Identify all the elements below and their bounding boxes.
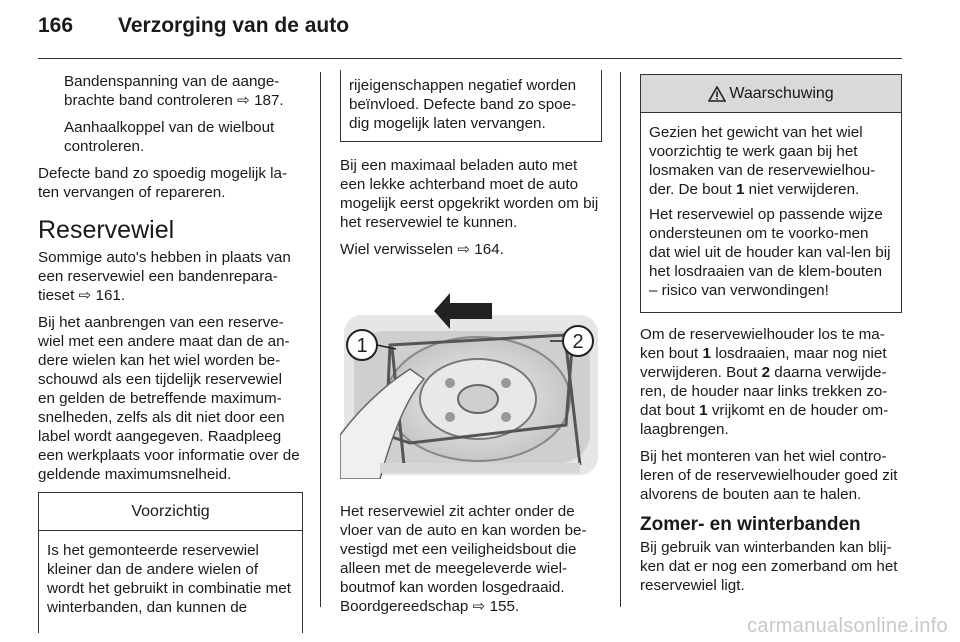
section-heading: Reservewiel <box>38 216 175 244</box>
warning-paragraph: Het reservewiel op passende wijze ondersteunen om te voorko-men dat wiel uit de houder kan val-len bij het losdraaien van de klem-bouten – risico van verwondingen! <box>649 206 891 299</box>
header-rule <box>38 58 902 59</box>
spare-wheel-illustration <box>340 275 602 479</box>
column-divider-2 <box>620 72 621 607</box>
ref-arrow-icon: ⇨ <box>457 241 471 258</box>
ref-arrow-icon: ⇨ <box>78 287 92 304</box>
warning-header <box>641 75 901 113</box>
paragraph: Om de reservewielhouder los te ma-ken bout 1 losdraaien, maar nog niet verwijderen. Bout 2 daarna verwijde-ren, de houder naar links trekken zo-dat bout 1 vrijkomt en de houder om-laagbrengen. <box>640 326 889 438</box>
caution-text: Is het gemonteerde reservewiel kleiner dan de andere wielen of wordt het gebruikt in combinatie met winterbanden, dan kunnen de <box>47 542 291 616</box>
page-number: 166 <box>38 14 74 37</box>
ref-arrow-icon: ⇨ <box>472 598 486 615</box>
ref-arrow-icon: ⇨ <box>237 92 250 109</box>
page-title: Verzorging van de auto <box>118 14 350 37</box>
list-item: Aanhaalkoppel van de wielbout controleren. <box>64 119 275 155</box>
warning-paragraph: Gezien het gewicht van het wiel voorzichtig te werk gaan bij het losmaken van de reservewielhou-der. De bout 1 niet verwijderen. <box>649 124 876 198</box>
section-heading: Zomer- en winterbanden <box>640 514 861 535</box>
warning-title: Waarschuwing <box>729 85 834 102</box>
page-ref-link[interactable]: 164. <box>474 241 504 258</box>
paragraph: Defecte band zo spoedig mogelijk la-ten vervangen of repareren. <box>38 165 288 201</box>
paragraph: Sommige auto's hebben in plaats van een reservewiel een bandenrepara-tieset ⇨ 161. <box>38 249 291 304</box>
column-2 <box>340 72 602 624</box>
paragraph: Bij een maximaal beladen auto met een lekke achterband moet de auto mogelijk eerst opgekrikt worden om bij het reservewiel te kunnen. <box>340 157 599 231</box>
warning-box <box>640 74 902 313</box>
paragraph: Wiel verwisselen ⇨ 164. <box>340 241 504 258</box>
caution-title: Voorzichtig <box>39 493 302 531</box>
paragraph: Bij gebruik van winterbanden kan blij-ken dat er nog een zomerband om het reservewiel ligt. <box>640 539 898 594</box>
warning-triangle-icon <box>708 86 726 102</box>
list-item: Bandenspanning van de aange-brachte band controleren ⇨ 187. <box>64 73 284 109</box>
caution-box-continued: rijeigenschappen negatief worden beïnvloed. Defecte band zo spoe-dig mogelijk laten vervangen. <box>340 70 602 142</box>
page-ref-link[interactable]: 187. <box>254 92 284 109</box>
column-divider-1 <box>320 72 321 607</box>
warning-body <box>641 113 901 312</box>
figure-label-2: 2 <box>572 331 584 353</box>
paragraph: Bij het monteren van het wiel contro-leren of de reservewielhouder goed zit alvorens de bouten aan te halen. <box>640 448 898 503</box>
page-ref-link[interactable]: 161. <box>95 287 126 304</box>
column-1 <box>38 72 303 633</box>
caution-box <box>38 492 303 633</box>
paragraph: Bij het aanbrengen van een reserve-wiel met een andere maat dan de an-dere wielen kan het wiel worden be-schouwd als een tijdelijk reservewiel en gelden de betreffende maximum-snelheden, zelfs als dit niet door een label wordt aangegeven. Raadpleeg een werkplaats voor informatie over de geldende maximumsnelheid. <box>38 314 300 483</box>
column-3 <box>640 72 902 603</box>
watermark: carmanualsonline.info <box>747 615 948 637</box>
page-ref-link[interactable]: 155. <box>489 598 520 615</box>
paragraph: Het reservewiel zit achter onder de vloer van de auto en kan worden be-vestigd met een veiligheidsbout die alleen met de meegeleverde wiel-boutmof kan worden losgedraaid. Boordgereedschap ⇨ 155. <box>340 503 587 615</box>
figure-label-1: 1 <box>356 335 368 357</box>
